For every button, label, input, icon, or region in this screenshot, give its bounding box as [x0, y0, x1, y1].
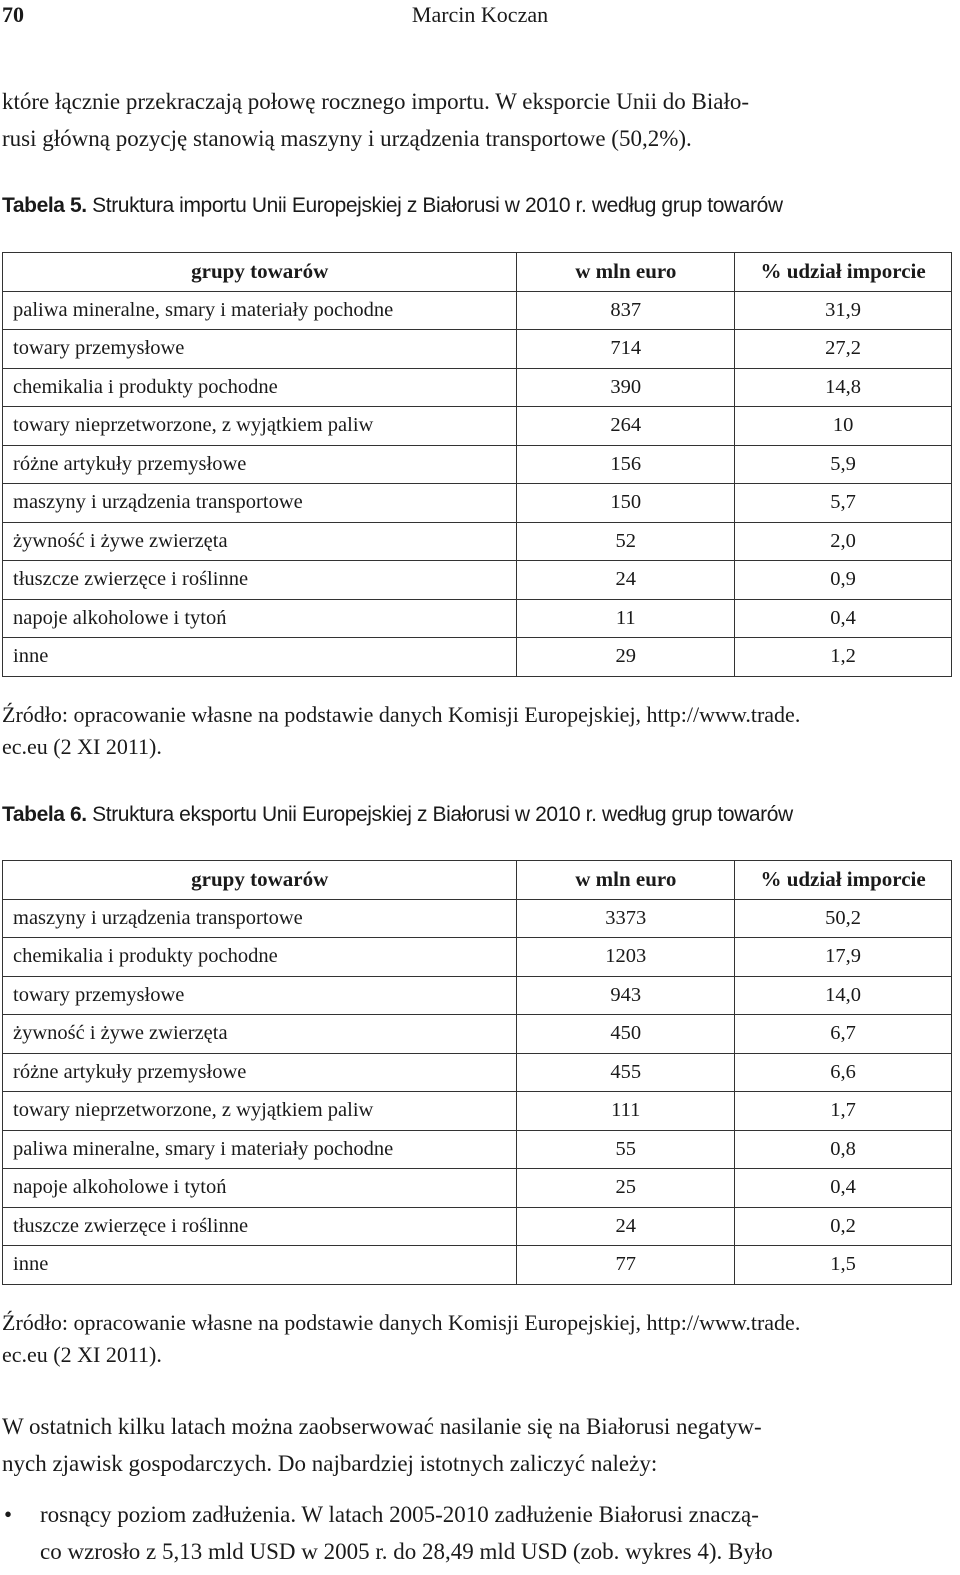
- table5-header-value: w mln euro: [517, 253, 735, 292]
- table-cell-group: różne artykuły przemysłowe: [3, 1053, 517, 1092]
- table-cell-group: maszyny i urządzenia transportowe: [3, 899, 517, 938]
- table-cell-share: 27,2: [735, 330, 952, 369]
- table-row: [3, 638, 952, 677]
- table-cell-group: napoje alkoholowe i tytoń: [3, 599, 517, 638]
- table-row: [3, 976, 952, 1015]
- table-cell-share: 1,2: [735, 638, 952, 677]
- table-row: [3, 330, 952, 369]
- table-row: [3, 1207, 952, 1246]
- table-cell-share: 1,7: [735, 1092, 952, 1131]
- table-cell-value: 150: [517, 484, 735, 523]
- table-cell-group: towary przemysłowe: [3, 330, 517, 369]
- table5: [2, 252, 952, 677]
- intro-paragraph: [2, 83, 952, 157]
- table-cell-value: 55: [517, 1130, 735, 1169]
- table6-header-value: w mln euro: [517, 861, 735, 900]
- table6-source-line-1: Źródło: opracowanie własne na podstawie danych Komisji Europejskiej, http://www.trade.: [2, 1310, 801, 1335]
- table5-label: Tabela 5.: [2, 194, 87, 217]
- table-row: [3, 445, 952, 484]
- table-row: [3, 407, 952, 446]
- table-cell-value: 11: [517, 599, 735, 638]
- table6-label: Tabela 6.: [2, 803, 87, 826]
- table6-caption: [2, 803, 952, 827]
- table-cell-group: napoje alkoholowe i tytoń: [3, 1169, 517, 1208]
- table-cell-share: 14,0: [735, 976, 952, 1015]
- table-cell-value: 714: [517, 330, 735, 369]
- table-row: [3, 1169, 952, 1208]
- table-cell-value: 264: [517, 407, 735, 446]
- table6-header-row: [3, 861, 952, 900]
- table-cell-value: 29: [517, 638, 735, 677]
- table5-header-group: grupy towarów: [3, 253, 517, 292]
- table-cell-group: tłuszcze zwierzęce i roślinne: [3, 1207, 517, 1246]
- page-number: 70: [2, 2, 24, 27]
- table6: [2, 860, 952, 1285]
- table-cell-share: 0,4: [735, 1169, 952, 1208]
- table6-header-group: grupy towarów: [3, 861, 517, 900]
- bullet-list: [0, 1496, 960, 1570]
- table-cell-share: 2,0: [735, 522, 952, 561]
- table-cell-value: 24: [517, 1207, 735, 1246]
- table-row: [3, 1015, 952, 1054]
- table-cell-group: żywność i żywe zwierzęta: [3, 1015, 517, 1054]
- page-header: [0, 0, 960, 30]
- table5-header-row: [3, 253, 952, 292]
- running-head-author: Marcin Koczan: [411, 2, 549, 27]
- table-cell-group: chemikalia i produkty pochodne: [3, 938, 517, 977]
- table-cell-value: 1203: [517, 938, 735, 977]
- table-cell-group: tłuszcze zwierzęce i roślinne: [3, 561, 517, 600]
- table-cell-value: 156: [517, 445, 735, 484]
- table-cell-value: 3373: [517, 899, 735, 938]
- table-cell-share: 0,8: [735, 1130, 952, 1169]
- table6-source-line-2: ec.eu (2 XI 2011).: [2, 1342, 162, 1367]
- table-cell-share: 31,9: [735, 291, 952, 330]
- table-cell-group: paliwa mineralne, smary i materiały pochodne: [3, 291, 517, 330]
- table-row: [3, 522, 952, 561]
- bullet-icon: •: [4, 1502, 13, 1527]
- table-row: [3, 938, 952, 977]
- table5-source-line-1: Źródło: opracowanie własne na podstawie danych Komisji Europejskiej, http://www.trade.: [2, 702, 801, 727]
- table-row: [3, 484, 952, 523]
- bullet-line-1: rosnący poziom zadłużenia. W latach 2005-2010 zadłużenie Białorusi znaczą-: [40, 1502, 759, 1527]
- table-row: [3, 561, 952, 600]
- bullet-line-2: co wzrosło z 5,13 mld USD w 2005 r. do 28,49 mld USD (zob. wykres 4). Było: [40, 1539, 773, 1564]
- closing-line-2: nych zjawisk gospodarczych. Do najbardziej istotnych zaliczyć należy:: [2, 1451, 658, 1476]
- table-cell-group: maszyny i urządzenia transportowe: [3, 484, 517, 523]
- table-cell-value: 25: [517, 1169, 735, 1208]
- table-cell-group: różne artykuły przemysłowe: [3, 445, 517, 484]
- table5-caption-text: Struktura importu Unii Europejskiej z Białorusi w 2010 r. według grup towarów: [86, 194, 783, 217]
- table-cell-share: 14,8: [735, 368, 952, 407]
- intro-line-1: które łącznie przekraczają połowę rocznego importu. W eksporcie Unii do Biało-: [2, 89, 749, 114]
- table5-header-share: % udział imporcie: [735, 253, 952, 292]
- table-cell-group: towary przemysłowe: [3, 976, 517, 1015]
- table-cell-value: 837: [517, 291, 735, 330]
- table-cell-share: 6,6: [735, 1053, 952, 1092]
- table-cell-value: 111: [517, 1092, 735, 1131]
- table-row: [3, 899, 952, 938]
- table-cell-value: 390: [517, 368, 735, 407]
- table-cell-group: żywność i żywe zwierzęta: [3, 522, 517, 561]
- table6-caption-text: Struktura eksportu Unii Europejskiej z Białorusi w 2010 r. według grup towarów: [86, 803, 793, 826]
- table5-source: [2, 699, 957, 763]
- table-cell-group: inne: [3, 1246, 517, 1285]
- table-cell-share: 50,2: [735, 899, 952, 938]
- table-row: [3, 368, 952, 407]
- table-cell-group: chemikalia i produkty pochodne: [3, 368, 517, 407]
- table-cell-group: towary nieprzetworzone, z wyjątkiem paliw: [3, 407, 517, 446]
- table-row: [3, 1246, 952, 1285]
- table-row: [3, 291, 952, 330]
- table-cell-share: 5,9: [735, 445, 952, 484]
- table5-caption: [2, 194, 952, 218]
- table-cell-group: towary nieprzetworzone, z wyjątkiem paliw: [3, 1092, 517, 1131]
- list-item: [0, 1496, 960, 1570]
- table-cell-share: 0,2: [735, 1207, 952, 1246]
- table-row: [3, 1130, 952, 1169]
- table-cell-value: 77: [517, 1246, 735, 1285]
- table-row: [3, 599, 952, 638]
- intro-line-2: rusi główną pozycję stanowią maszyny i urządzenia transportowe (50,2%).: [2, 126, 692, 151]
- table6-header-share: % udział imporcie: [735, 861, 952, 900]
- table-row: [3, 1053, 952, 1092]
- table-cell-value: 450: [517, 1015, 735, 1054]
- closing-line-1: W ostatnich kilku latach można zaobserwować nasilanie się na Białorusi negatyw-: [2, 1414, 762, 1439]
- table-cell-share: 0,9: [735, 561, 952, 600]
- table-cell-value: 24: [517, 561, 735, 600]
- table6-source: [2, 1307, 957, 1371]
- table-cell-share: 17,9: [735, 938, 952, 977]
- table-cell-share: 6,7: [735, 1015, 952, 1054]
- table5-source-line-2: ec.eu (2 XI 2011).: [2, 734, 162, 759]
- table-cell-share: 5,7: [735, 484, 952, 523]
- table-cell-group: paliwa mineralne, smary i materiały pochodne: [3, 1130, 517, 1169]
- table-cell-group: inne: [3, 638, 517, 677]
- table-cell-share: 10: [735, 407, 952, 446]
- table-cell-value: 455: [517, 1053, 735, 1092]
- table-cell-share: 0,4: [735, 599, 952, 638]
- closing-paragraph: [2, 1408, 952, 1482]
- table-cell-value: 943: [517, 976, 735, 1015]
- table-cell-share: 1,5: [735, 1246, 952, 1285]
- table-cell-value: 52: [517, 522, 735, 561]
- table-row: [3, 1092, 952, 1131]
